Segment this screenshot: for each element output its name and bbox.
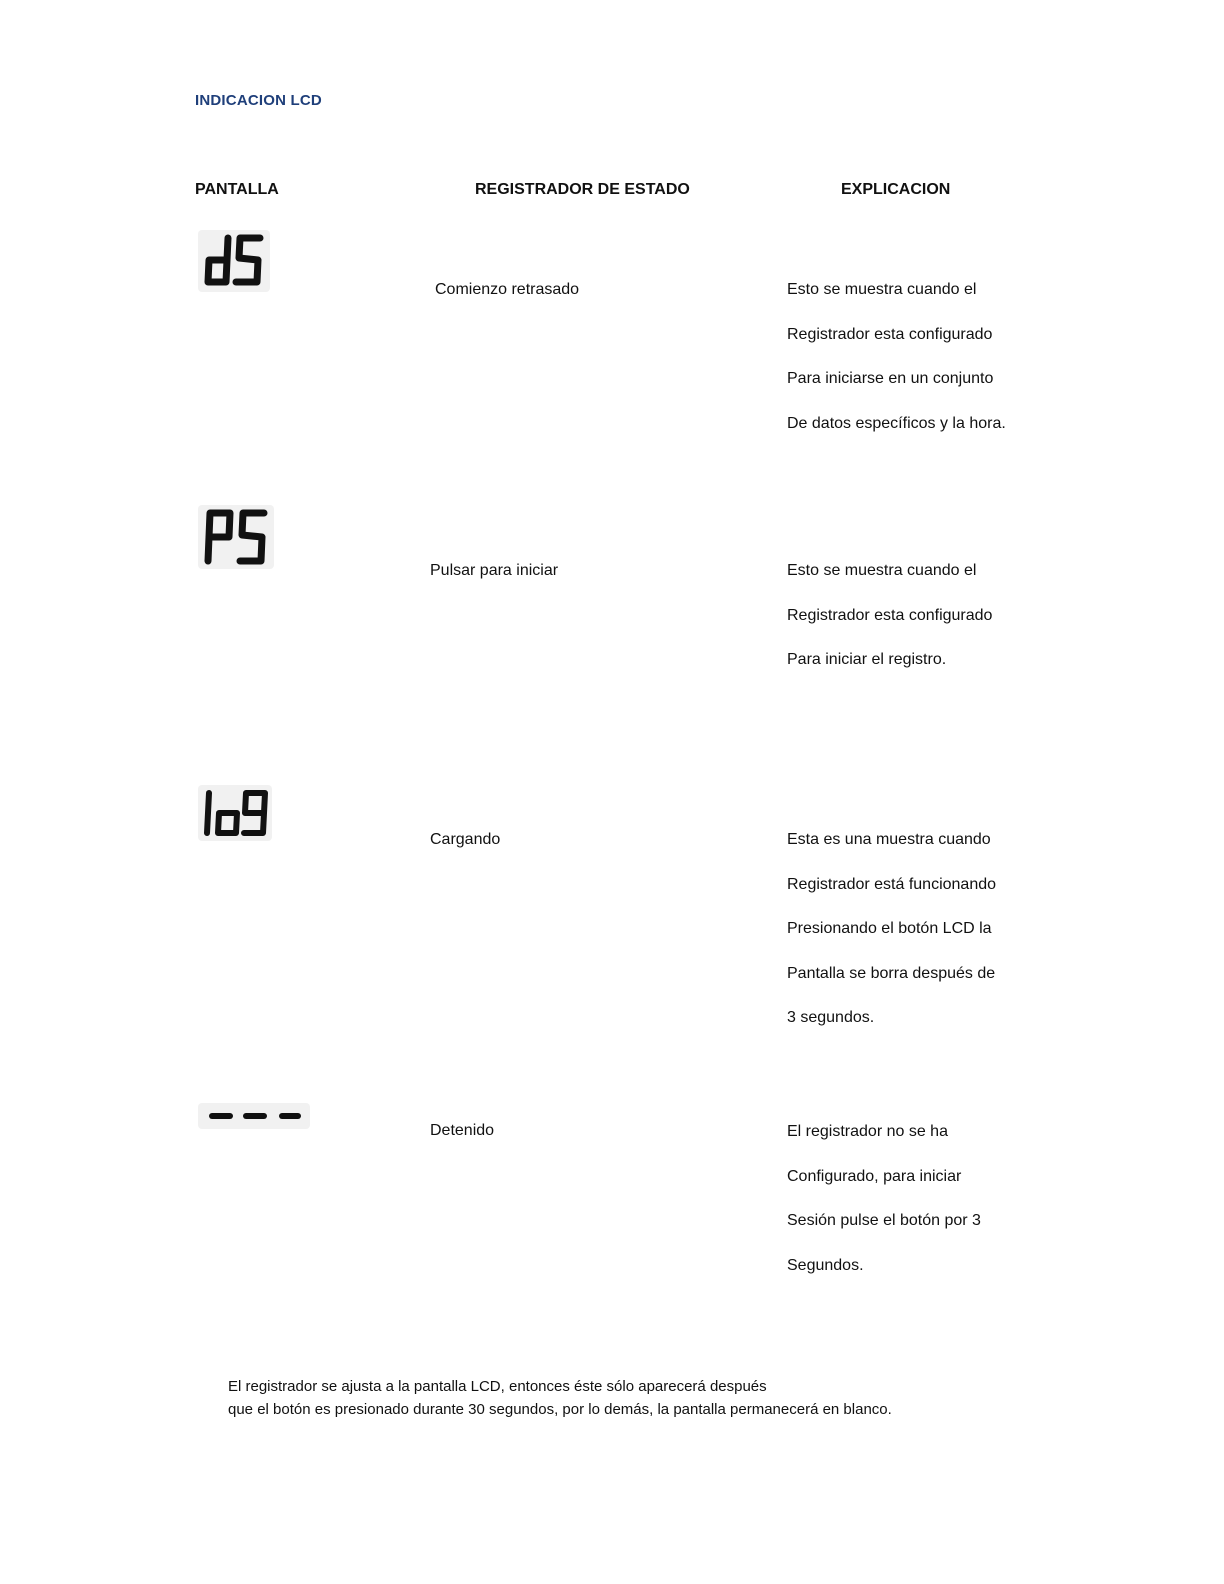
status-label: Detenido [430,1122,495,1139]
lcd-display-log-icon [198,785,272,841]
lcd-display-ds-icon [198,230,270,292]
header-pantalla: PANTALLA [195,181,279,198]
status-label: Cargando [430,831,501,848]
lcd-display-ps-icon [198,505,274,569]
header-explicacion: EXPLICACION [841,181,951,198]
explanation-text: Esto se muestra cuando el Registrador esta configurado Para iniciarse en un conjunto De datos específicos y la hora. [787,281,1006,432]
footer-note: El registrador se ajusta a la pantalla LCD, entonces éste sólo aparecerá después que el botón es presionado durante 30 segundos, por lo demás, la pantalla permanecerá en blanco. [228,1378,892,1418]
header-registrador-de-estado: REGISTRADOR DE ESTADO [475,181,690,198]
explanation-text: Esta es una muestra cuando Registrador está funcionando Presionando el botón LCD la Pantalla se borra después de 3 segundos. [787,831,997,1026]
explanation-text: Esto se muestra cuando el Registrador esta configurado Para iniciar el registro. [787,562,993,668]
page-title: INDICACION LCD [195,92,322,109]
status-label: Pulsar para iniciar [430,562,559,579]
lcd-display-dashes-icon [198,1103,310,1129]
status-label: Comienzo retrasado [435,281,580,298]
explanation-text: El registrador no se ha Configurado, para iniciar Sesión pulse el botón por 3 Segundos. [787,1123,981,1274]
